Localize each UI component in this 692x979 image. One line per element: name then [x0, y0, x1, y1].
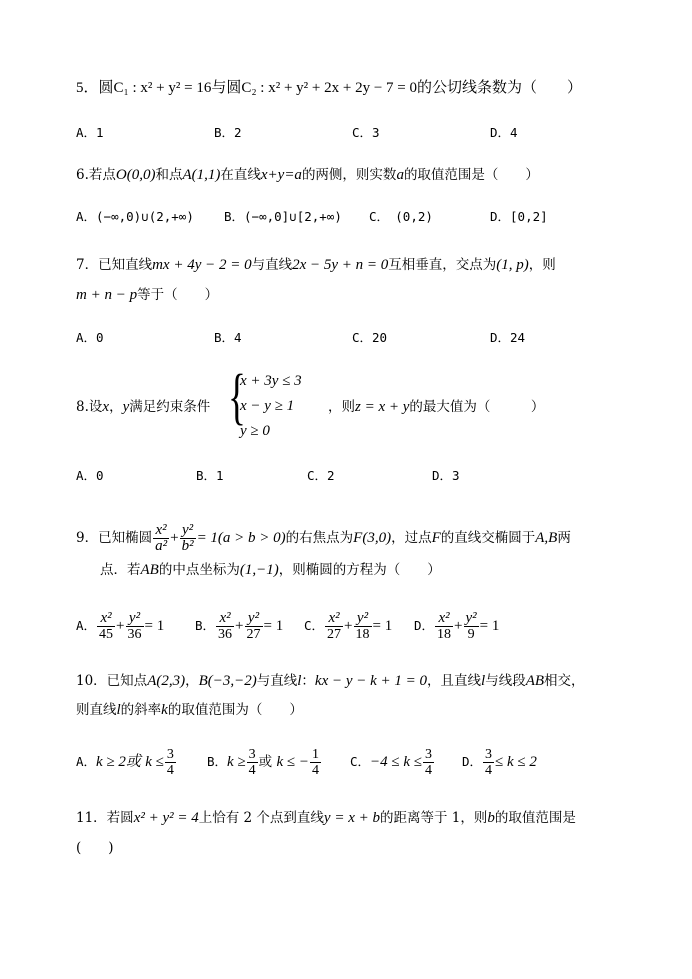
q6-option-c: C． (0,2)	[369, 209, 433, 224]
q9-option-b: B． $\frac{\text{x²}}{36}$ + $\frac{\text{y²}}{27}$ = 1	[195, 610, 284, 642]
q7-option-a: A．0	[76, 330, 104, 345]
q11-stem-line1: 11．若圆x² + y² = 4上恰有 2 个点到直线y = x + b的距离等于 1，则b的取值范围是	[76, 810, 576, 826]
q10-option-b: B．k ≥ $\frac{3}{4}$ 或 k ≤ − $\frac{1}{4}$	[207, 747, 319, 778]
q6-option-a: A．(−∞,0)∪(2,+∞)	[76, 209, 194, 224]
q8-stem-pre: 8.设x，y满足约束条件	[76, 399, 211, 415]
q10-option-c: C．−4 ≤ k ≤ $\frac{3}{4}$	[350, 747, 433, 778]
q8-option-c: C．2	[307, 468, 335, 483]
q8-constraint-1: x + 3y ≤ 3	[240, 373, 302, 389]
q7-stem-line2: m + n − p等于（ ）	[76, 287, 219, 303]
q6-option-d: D．[0,2]	[490, 209, 548, 224]
q10-stem-line2: 则直线l的斜率k的取值范围为（ ）	[76, 702, 303, 718]
fraction: $\frac{\text{y²}}{\text{b²}}$	[181, 522, 194, 554]
q8-constraint-2: x − y ≥ 1	[240, 398, 295, 414]
q5-stem: 5．圆C₁ : x² + y² = 16与圆C₂ : x² + y² + 2x + 2y − 7 = 0的公切线条数为（ ）	[76, 80, 583, 96]
q8-option-d: D．3	[432, 468, 460, 483]
q5-option-d: D．4	[490, 125, 518, 140]
q9-option-a: A． $\frac{\text{x²}}{45}$ + $\frac{\text{y²}}{36}$ = 1	[76, 610, 165, 642]
q8-stem-post: ，则z = x + y的最大值为（ ）	[328, 399, 545, 415]
q8-option-a: A．0	[76, 468, 104, 483]
q5-option-a: A．1	[76, 125, 104, 140]
q9-stem-line2: 点．若AB的中点坐标为(1,−1)，则椭圆的方程为（ ）	[100, 562, 441, 578]
constraint-brace: {	[228, 363, 246, 431]
q9-stem-line1: 9．已知椭圆 $\frac{\text{x²}}{\text{a²}}$ + $\frac{\text{y²}}{\text{b²}}$ = 1(a > b > 0)的右焦点为F(3,0)，过点F的直线交椭圆于A,B两	[76, 522, 571, 554]
q6-option-b: B．(−∞,0]∪[2,+∞)	[224, 209, 342, 224]
q7-stem-line1: 7．已知直线mx + 4y − 2 = 0与直线2x − 5y + n = 0互相垂直，交点为(1, p)，则	[76, 257, 556, 273]
q6-stem: 6.若点O(0,0)和点A(1,1)在直线x+y=a的两侧，则实数a的取值范围是（ ）	[76, 167, 539, 183]
q10-stem-line1: 10．已知点A(2,3)，B(−3,−2)与直线l：kx − y − k + 1 = 0，且直线l与线段AB相交，	[76, 673, 585, 689]
q8-constraint-3: y ≥ 0	[240, 423, 270, 439]
q7-option-c: C．20	[352, 330, 388, 345]
q9-option-d: D． $\frac{\text{x²}}{18}$ + $\frac{\text{y²}}{9}$ = 1	[414, 610, 500, 642]
q10-option-a: A．k ≥ 2或 k ≤ $\frac{3}{4}$	[76, 747, 174, 778]
q8-option-b: B．1	[196, 468, 224, 483]
q7-option-b: B．4	[214, 330, 242, 345]
q5-option-c: C．3	[352, 125, 380, 140]
q5-option-b: B．2	[214, 125, 242, 140]
q10-option-d: D． $\frac{3}{4}$ ≤ k ≤ 2	[462, 747, 537, 778]
fraction: $\frac{\text{x²}}{\text{a²}}$	[155, 522, 168, 554]
q7-option-d: D．24	[490, 330, 526, 345]
q9-option-c: C． $\frac{\text{x²}}{27}$ + $\frac{\text{y²}}{18}$ = 1	[304, 610, 393, 642]
q11-stem-line2: ( )	[76, 840, 114, 856]
